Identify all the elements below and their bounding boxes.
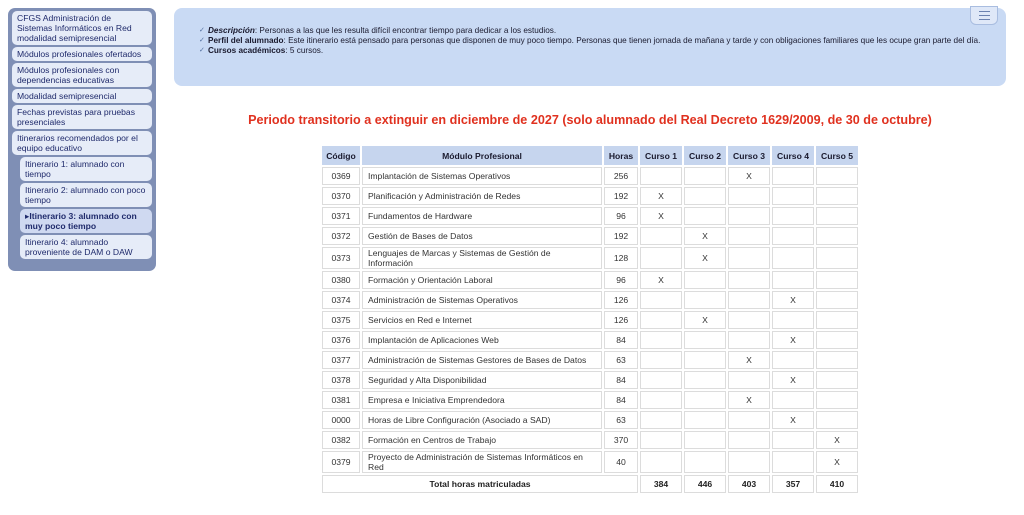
- sidebar-item-5[interactable]: Fechas previstas para pruebas presenciales: [12, 105, 152, 129]
- course-2-cell: X: [684, 247, 726, 269]
- course-5-cell: [816, 227, 858, 245]
- column-header: Módulo Profesional: [362, 146, 602, 165]
- course-2-cell: [684, 351, 726, 369]
- course-4-cell: [772, 431, 814, 449]
- course-5-cell: [816, 331, 858, 349]
- table-row: [322, 331, 858, 349]
- column-header: Curso 3: [728, 146, 770, 165]
- sidebar-item-4[interactable]: Modalidad semipresencial: [12, 89, 152, 103]
- total-course-2: 446: [684, 475, 726, 493]
- course-2-cell: X: [684, 311, 726, 329]
- cursos-label: Cursos académicos: [208, 46, 286, 55]
- course-2-cell: [684, 167, 726, 185]
- module-name: Implantación de Sistemas Operativos: [362, 167, 602, 185]
- course-3-cell: [728, 207, 770, 225]
- course-3-cell: [728, 451, 770, 473]
- module-code: 0369: [322, 167, 360, 185]
- course-3-cell: [728, 411, 770, 429]
- table-row: [322, 411, 858, 429]
- perfil-label: Perfil del alumnado: [208, 36, 284, 45]
- course-3-cell: X: [728, 167, 770, 185]
- module-code: 0374: [322, 291, 360, 309]
- total-course-1: 384: [640, 475, 682, 493]
- sidebar-item-1[interactable]: CFGS Administración de Sistemas Informáticos en Red modalidad semipresencial: [12, 11, 152, 45]
- module-name: Implantación de Aplicaciones Web: [362, 331, 602, 349]
- course-2-cell: [684, 271, 726, 289]
- course-2-cell: [684, 451, 726, 473]
- column-header: Curso 2: [684, 146, 726, 165]
- table-row: [322, 451, 858, 473]
- course-2-cell: [684, 391, 726, 409]
- module-code: 0375: [322, 311, 360, 329]
- total-course-3: 403: [728, 475, 770, 493]
- sidebar-item-9[interactable]: ▸ Itinerario 3: alumnado con muy poco tiempo: [20, 209, 152, 233]
- info-perfil: [208, 36, 992, 46]
- module-hours: 126: [604, 311, 638, 329]
- course-5-cell: [816, 371, 858, 389]
- table-row: [322, 351, 858, 369]
- course-4-cell: [772, 311, 814, 329]
- table-row: [322, 227, 858, 245]
- sidebar-item-2[interactable]: Módulos profesionales ofertados: [12, 47, 152, 61]
- module-code: 0372: [322, 227, 360, 245]
- course-4-cell: [772, 247, 814, 269]
- course-4-cell: [772, 167, 814, 185]
- course-1-cell: X: [640, 207, 682, 225]
- column-header: Curso 5: [816, 146, 858, 165]
- module-hours: 96: [604, 271, 638, 289]
- course-5-cell: [816, 167, 858, 185]
- total-label: Total horas matriculadas: [322, 475, 638, 493]
- table-header-row: [322, 146, 858, 165]
- module-hours: 192: [604, 227, 638, 245]
- table-row: [322, 167, 858, 185]
- table-row: [322, 291, 858, 309]
- course-2-cell: [684, 291, 726, 309]
- course-2-cell: [684, 331, 726, 349]
- module-code: 0379: [322, 451, 360, 473]
- column-header: Curso 4: [772, 146, 814, 165]
- course-5-cell: [816, 411, 858, 429]
- module-name: Administración de Sistemas Gestores de Bases de Datos: [362, 351, 602, 369]
- itinerary-info-panel: [174, 8, 1006, 86]
- course-1-cell: [640, 451, 682, 473]
- course-4-cell: [772, 227, 814, 245]
- course-1-cell: [640, 371, 682, 389]
- module-name: Seguridad y Alta Disponibilidad: [362, 371, 602, 389]
- module-code: 0373: [322, 247, 360, 269]
- module-name: Gestión de Bases de Datos: [362, 227, 602, 245]
- module-code: 0382: [322, 431, 360, 449]
- course-4-cell: [772, 207, 814, 225]
- module-hours: 84: [604, 331, 638, 349]
- module-hours: 96: [604, 207, 638, 225]
- course-1-cell: X: [640, 187, 682, 205]
- menu-button[interactable]: [970, 6, 998, 25]
- course-1-cell: [640, 167, 682, 185]
- course-2-cell: [684, 187, 726, 205]
- module-hours: 40: [604, 451, 638, 473]
- course-3-cell: [728, 227, 770, 245]
- descripcion-text: : Personas a las que les resulta difícil encontrar tiempo para dedicar a los estudios.: [254, 26, 557, 35]
- module-code: 0370: [322, 187, 360, 205]
- course-1-cell: X: [640, 271, 682, 289]
- course-4-cell: [772, 351, 814, 369]
- module-hours: 63: [604, 351, 638, 369]
- module-code: 0371: [322, 207, 360, 225]
- table-row: [322, 391, 858, 409]
- course-3-cell: [728, 311, 770, 329]
- course-5-cell: [816, 291, 858, 309]
- course-5-cell: [816, 311, 858, 329]
- cursos-text: : 5 cursos.: [285, 46, 324, 55]
- course-5-cell: [816, 271, 858, 289]
- course-1-cell: [640, 331, 682, 349]
- perfil-text: : Este itinerario está pensado para personas que disponen de muy poco tiempo. Personas que tienen jornada de mañana y tarde y con obligaciones familiares que les ocupe gran parte del día.: [283, 36, 981, 45]
- module-code: 0377: [322, 351, 360, 369]
- module-name: Formación en Centros de Trabajo: [362, 431, 602, 449]
- course-4-cell: X: [772, 411, 814, 429]
- course-5-cell: X: [816, 451, 858, 473]
- course-1-cell: [640, 391, 682, 409]
- sidebar-item-10[interactable]: Itinerario 4: alumnado proveniente de DAM o DAW: [20, 235, 152, 259]
- module-hours: 84: [604, 391, 638, 409]
- course-3-cell: [728, 431, 770, 449]
- course-4-cell: [772, 187, 814, 205]
- course-4-cell: X: [772, 371, 814, 389]
- sidebar-item-3[interactable]: Módulos profesionales con dependencias educativas: [12, 63, 152, 87]
- info-descripcion: [208, 26, 992, 36]
- sidebar-item-6[interactable]: Itinerarios recomendados por el equipo educativo: [12, 131, 152, 155]
- course-1-cell: [640, 431, 682, 449]
- total-course-5: 410: [816, 475, 858, 493]
- course-4-cell: [772, 271, 814, 289]
- course-1-cell: [640, 411, 682, 429]
- info-cursos: [208, 46, 992, 56]
- module-hours: 63: [604, 411, 638, 429]
- module-name: Horas de Libre Configuración (Asociado a SAD): [362, 411, 602, 429]
- module-code: 0380: [322, 271, 360, 289]
- descripcion-label: Descripción: [208, 26, 255, 35]
- total-row: [322, 475, 858, 493]
- module-name: Servicios en Red e Internet: [362, 311, 602, 329]
- module-name: Proyecto de Administración de Sistemas Informáticos en Red: [362, 451, 602, 473]
- hamburger-menu-icon: [979, 11, 990, 20]
- course-3-cell: X: [728, 391, 770, 409]
- course-2-cell: [684, 411, 726, 429]
- course-1-cell: [640, 291, 682, 309]
- course-5-cell: [816, 187, 858, 205]
- module-name: Formación y Orientación Laboral: [362, 271, 602, 289]
- table-row: [322, 431, 858, 449]
- course-3-cell: [728, 331, 770, 349]
- column-header: Horas: [604, 146, 638, 165]
- module-name: Planificación y Administración de Redes: [362, 187, 602, 205]
- course-3-cell: [728, 291, 770, 309]
- module-hours: 192: [604, 187, 638, 205]
- module-hours: 370: [604, 431, 638, 449]
- module-code: 0376: [322, 331, 360, 349]
- module-code: 0381: [322, 391, 360, 409]
- table-row: [322, 207, 858, 225]
- module-name: Lenguajes de Marcas y Sistemas de Gestión de Información: [362, 247, 602, 269]
- course-2-cell: [684, 371, 726, 389]
- course-3-cell: [728, 271, 770, 289]
- module-name: Administración de Sistemas Operativos: [362, 291, 602, 309]
- table-row: [322, 271, 858, 289]
- course-2-cell: [684, 207, 726, 225]
- course-4-cell: [772, 391, 814, 409]
- course-5-cell: X: [816, 431, 858, 449]
- sidebar-item-8[interactable]: Itinerario 2: alumnado con poco tiempo: [20, 183, 152, 207]
- course-4-cell: X: [772, 291, 814, 309]
- course-1-cell: [640, 247, 682, 269]
- course-4-cell: X: [772, 331, 814, 349]
- table-row: [322, 311, 858, 329]
- sidebar-nav: [8, 8, 156, 271]
- course-5-cell: [816, 391, 858, 409]
- table-row: [322, 371, 858, 389]
- column-header: Curso 1: [640, 146, 682, 165]
- course-5-cell: [816, 247, 858, 269]
- course-2-cell: X: [684, 227, 726, 245]
- sidebar-item-7[interactable]: Itinerario 1: alumnado con tiempo: [20, 157, 152, 181]
- table-row: [322, 247, 858, 269]
- column-header: Código: [322, 146, 360, 165]
- module-hours: 256: [604, 167, 638, 185]
- table-row: [322, 187, 858, 205]
- course-3-cell: [728, 371, 770, 389]
- module-hours: 84: [604, 371, 638, 389]
- course-3-cell: [728, 187, 770, 205]
- module-name: Empresa e Iniciativa Emprendedora: [362, 391, 602, 409]
- total-course-4: 357: [772, 475, 814, 493]
- course-5-cell: [816, 351, 858, 369]
- course-3-cell: X: [728, 351, 770, 369]
- module-hours: 128: [604, 247, 638, 269]
- course-2-cell: [684, 431, 726, 449]
- module-hours: 126: [604, 291, 638, 309]
- course-4-cell: [772, 451, 814, 473]
- module-code: 0000: [322, 411, 360, 429]
- course-1-cell: [640, 227, 682, 245]
- course-5-cell: [816, 207, 858, 225]
- modules-table: [320, 144, 860, 495]
- course-1-cell: [640, 351, 682, 369]
- course-3-cell: [728, 247, 770, 269]
- course-1-cell: [640, 311, 682, 329]
- module-code: 0378: [322, 371, 360, 389]
- section-title: Periodo transitorio a extinguir en diciembre de 2027 (solo alumnado del Real Decreto 1629/2009, de 30 de octubre): [248, 113, 932, 127]
- module-name: Fundamentos de Hardware: [362, 207, 602, 225]
